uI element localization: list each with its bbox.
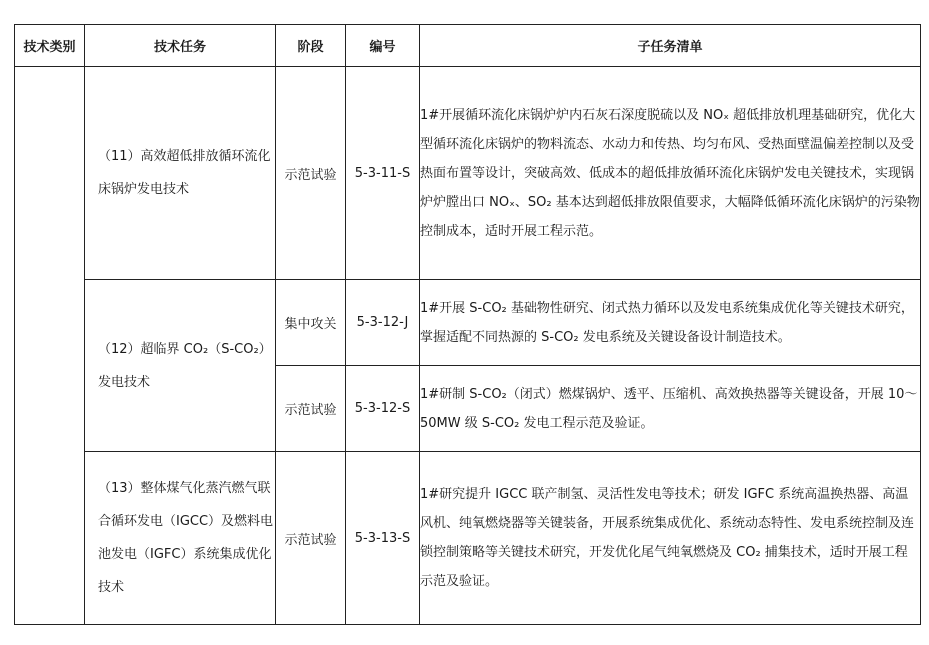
task-text: （13）整体煤气化蒸汽燃气联合循环发电（IGCC）及燃料电池发电（IGFC）系统集成优化技术 [98,481,274,595]
stage-cell: 示范试验 [276,452,346,625]
subtask-cell: 1#开展 S-CO₂ 基础物性研究、闭式热力循环以及发电系统集成优化等关键技术研究，掌握适配不同热源的 S-CO₂ 发电系统及关键设备设计制造技术。 [420,280,921,366]
plan-table [14,24,921,625]
stage-cell: 示范试验 [276,366,346,452]
code-cell: 5-3-11-S [346,67,420,280]
subtask-cell: 1#研究提升 IGCC 联产制氢、灵活性发电等技术；研发 IGFC 系统高温换热器、高温风机、纯氧燃烧器等关键装备，开展系统集成优化、系统动态特性、发电系统控制及连锁控制策略等关键技术研究，开发优化尾气纯氧燃烧及 CO₂ 捕集技术，适时开展工程示范及验证。 [420,452,921,625]
task-text: （11）高效超低排放循环流化床锅炉发电技术 [98,149,271,197]
subtask-cell: 1#开展循环流化床锅炉炉内石灰石深度脱硫以及 NOₓ 超低排放机理基础研究，优化大型循环流化床锅炉的物料流态、水动力和传热、均匀布风、受热面壁温偏差控制以及受热面布置等设计，突破高效、低成本的超低排放循环流化床锅炉发电关键技术，实现锅炉炉膛出口 NOₓ、SO₂ 基本达到超低排放限值要求，大幅降低循环流化床锅炉的污染物控制成本，适时开展工程示范。 [420,67,921,280]
task-cell [85,280,276,452]
task-text: （12）超临界 CO₂（S-CO₂）发电技术 [98,341,272,390]
category-cell [15,67,85,625]
code-cell: 5-3-12-S [346,366,420,452]
task-cell [85,452,276,625]
code-cell: 5-3-13-S [346,452,420,625]
stage-cell: 示范试验 [276,67,346,280]
table-row [15,452,921,625]
header-category: 技术类别 [15,25,85,67]
header-stage: 阶段 [276,25,346,67]
code-cell: 5-3-12-J [346,280,420,366]
table-row [15,67,921,280]
header-task: 技术任务 [85,25,276,67]
stage-cell: 集中攻关 [276,280,346,366]
subtask-cell: 1#研制 S-CO₂（闭式）燃煤锅炉、透平、压缩机、高效换热器等关键设备，开展 10～50MW 级 S-CO₂ 发电工程示范及验证。 [420,366,921,452]
header-subtasks: 子任务清单 [420,25,921,67]
header-code: 编号 [346,25,420,67]
header-row [15,25,921,67]
task-cell [85,67,276,280]
table-row [15,280,921,366]
